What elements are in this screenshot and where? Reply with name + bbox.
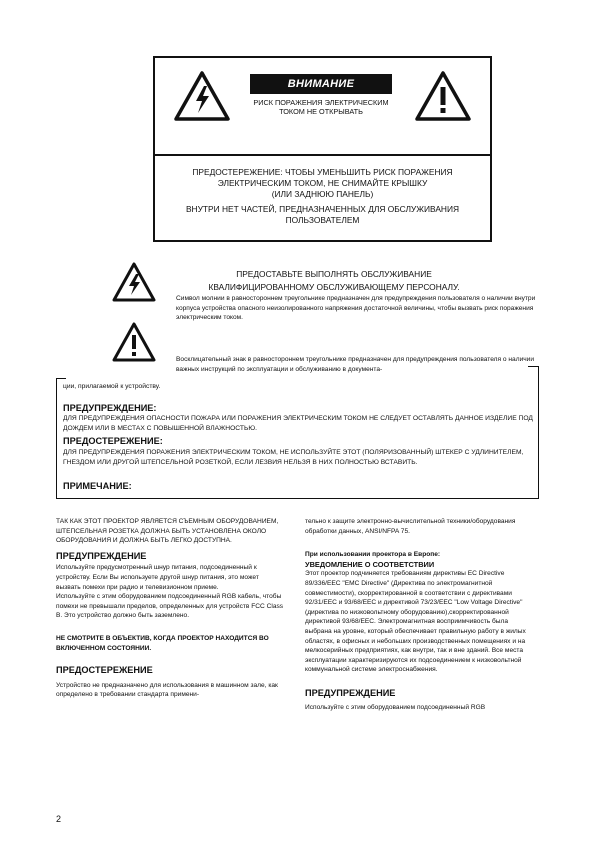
note-heading: ПРИМЕЧАНИЕ:: [63, 481, 132, 491]
exclamation-description-continued: ции, прилагаемой к устройству.: [63, 383, 161, 390]
warning-heading: ПРЕДУПРЕЖДЕНИЕ: [305, 687, 396, 698]
exclamation-warning-icon: [414, 70, 472, 122]
caution-heading: ПРЕДОСТЕРЕЖЕНИЕ:: [63, 436, 163, 446]
exclamation-symbol-icon: [112, 322, 156, 362]
machine-room-paragraph: Устройство не предназначено для использования в машинном зале, как определено в требовании стандарта примени-: [56, 681, 278, 699]
service-title-line: КВАЛИФИЦИРОВАННОМУ ОБСЛУЖИВАЮЩЕМУ ПЕРСОНАЛУ.: [208, 282, 460, 292]
caution-banner: ВНИМАНИЕ: [250, 74, 392, 94]
caution-line: (ИЛИ ЗАДНЮЮ ПАНЕЛЬ): [271, 189, 374, 199]
ansi-paragraph: тельно к защите электронно-вычислительной техники/оборудования обработки данных, ANSI/NFPA 75.: [305, 518, 516, 535]
left-column: [56, 517, 284, 700]
warning-heading: ПРЕДУПРЕЖДЕНИЕ: [56, 550, 147, 561]
caution-line: ЭЛЕКТРИЧЕСКИМ ТОКОМ, НЕ СНИМАЙТЕ КРЫШКУ: [217, 178, 428, 188]
power-cord-paragraph: Используйте предусмотренный шнур питания, подсоединенный к устройству. Если Вы используете другой шнур питания, это может вызвать помехи при радио и телевизионном приеме.: [56, 564, 259, 591]
no-user-parts-line: ВНУТРИ НЕТ ЧАСТЕЙ, ПРЕДНАЗНАЧЕННЫХ ДЛЯ ОБСЛУЖИВАНИЯ: [185, 204, 460, 214]
caution-text: [155, 167, 490, 200]
warning-text: ДЛЯ ПРЕДУПРЕЖДЕНИЯ ОПАСНОСТИ ПОЖАРА ИЛИ ПОРАЖЕНИЯ ЭЛЕКТРИЧЕСКИМ ТОКОМ НЕ СЛЕДУЕТ ОСТАВЛЯТЬ ДАННОЕ ИЗДЕЛИЕ ПОД ДОЖДЕМ ИЛИ В МЕСТАХ С ПОВЫШЕННОЙ ВЛАЖНОСТЬЮ.: [63, 415, 533, 432]
caution-heading: ПРЕДОСТЕРЕЖЕНИЕ: [56, 665, 153, 676]
lightning-description: Символ молнии в равностороннем треугольнике предназначен для предупреждения пользователя о наличии внутри корпуса устройства опасного неизолированного напряжения достаточной величины, чтобы вызвать риск поражения электрическим током.: [176, 295, 536, 322]
lens-warning: НЕ СМОТРИТЕ В ОБЪЕКТИВ, КОГДА ПРОЕКТОР НАХОДИТСЯ ВО ВКЛЮЧЕННОМ СОСТОЯНИИ.: [56, 634, 269, 652]
exclamation-description: Восклицательный знак в равностороннем треугольнике предназначен для предупреждения пользователя о наличии важных инструкций по эксплуатации и обслуживанию в документа-: [176, 356, 535, 373]
frame-border: [538, 366, 539, 378]
europe-subtitle: При использовании проектора в Европе:: [305, 551, 441, 559]
warning-box-divider: [155, 154, 490, 156]
service-title-line: ПРЕДОСТАВЬТЕ ВЫПОЛНЯТЬ ОБСЛУЖИВАНИЕ: [236, 269, 432, 279]
caution-banner-subtitle: РИСК ПОРАЖЕНИЯ ЭЛЕКТРИЧЕСКИМ ТОКОМ НЕ ОТКРЫВАТЬ: [253, 98, 389, 116]
no-user-parts-text: [155, 204, 490, 226]
rgb-paragraph: Используйте с этим оборудованием подсоединенный RGB: [305, 703, 486, 711]
intro-paragraph: ТАК КАК ЭТОТ ПРОЕКТОР ЯВЛЯЕТСЯ СЪЕМНЫМ ОБОРУДОВАНИЕМ, ШТЕПСЕЛЬНАЯ РОЗЕТКА ДОЛЖНА БЫТЬ УСТАНОВЛЕНА ОКОЛО ОБОРУДОВАНИЯ И ДОЛЖНА БЫТЬ ЛЕГКО ДОСТУПНА.: [56, 518, 279, 545]
caution-line: ПРЕДОСТЕРЕЖЕНИЕ: ЧТОБЫ УМЕНЬШИТЬ РИСК ПОРАЖЕНИЯ: [192, 167, 453, 177]
lightning-symbol-icon: [112, 262, 156, 302]
rgb-cable-paragraph: Используйте с этим оборудованием подсоединенный RGB кабель, чтобы помехи не превышали пределов, определенных для устройств FCC Class B. Это устройство должно быть заземлено.: [56, 593, 284, 620]
warning-box: [153, 56, 492, 242]
right-column: [305, 517, 533, 712]
service-title: [176, 268, 492, 294]
page-number: 2: [56, 814, 62, 824]
caution-plug-text: ДЛЯ ПРЕДУПРЕЖДЕНИЯ ПОРАЖЕНИЯ ЭЛЕКТРИЧЕСКИМ ТОКОМ, НЕ ИСПОЛЬЗУЙТЕ ЭТОТ (ПОЛЯРИЗОВАННЫЙ) ШТЕКЕР С УДЛИНИТЕЛЕМ, ГНЕЗДОМ ИЛИ ДРУГОЙ ШТЕПСЕЛЬНОЙ РОЗЕТКОЙ, ЕСЛИ ЛЕЗВИЯ НЕЛЬЗЯ В НИХ ПОЛНОСТЬЮ ВСТАВИТЬ.: [63, 449, 524, 466]
conformity-paragraph: Этот проектор подчиняется требованиям директивы EC Directive 89/336/EEC "EMC Directive" (Директива по электромагнитной совместимости), скорректированной в соответствии с директивами 92/31/EEC и 93/68/EEC и директивой 73/23/EEC "Low Voltage Directive" (директива по низковольтному оборудованию),скорректированной директивой 93/68/EEC. Электромагнитная восприимчивость была выбрана на уровне, который обеспечивает правильную работу в жилых областях, в офисных и небольших производственных помещениях и на мелкосерийных предприятиях, как внутри, так и вне зданий. Все места эксплуатации характеризируются их подсоединением к низковольтной коммунальной системе электроснабжения.: [305, 570, 526, 674]
warning-heading: ПРЕДУПРЕЖДЕНИЕ:: [63, 403, 157, 413]
lightning-warning-icon: [173, 70, 231, 122]
no-user-parts-line: ПОЛЬЗОВАТЕЛЕМ: [285, 215, 360, 225]
conformity-title: УВЕДОМЛЕНИЕ О СООТВЕТСТВИИ: [305, 559, 435, 569]
